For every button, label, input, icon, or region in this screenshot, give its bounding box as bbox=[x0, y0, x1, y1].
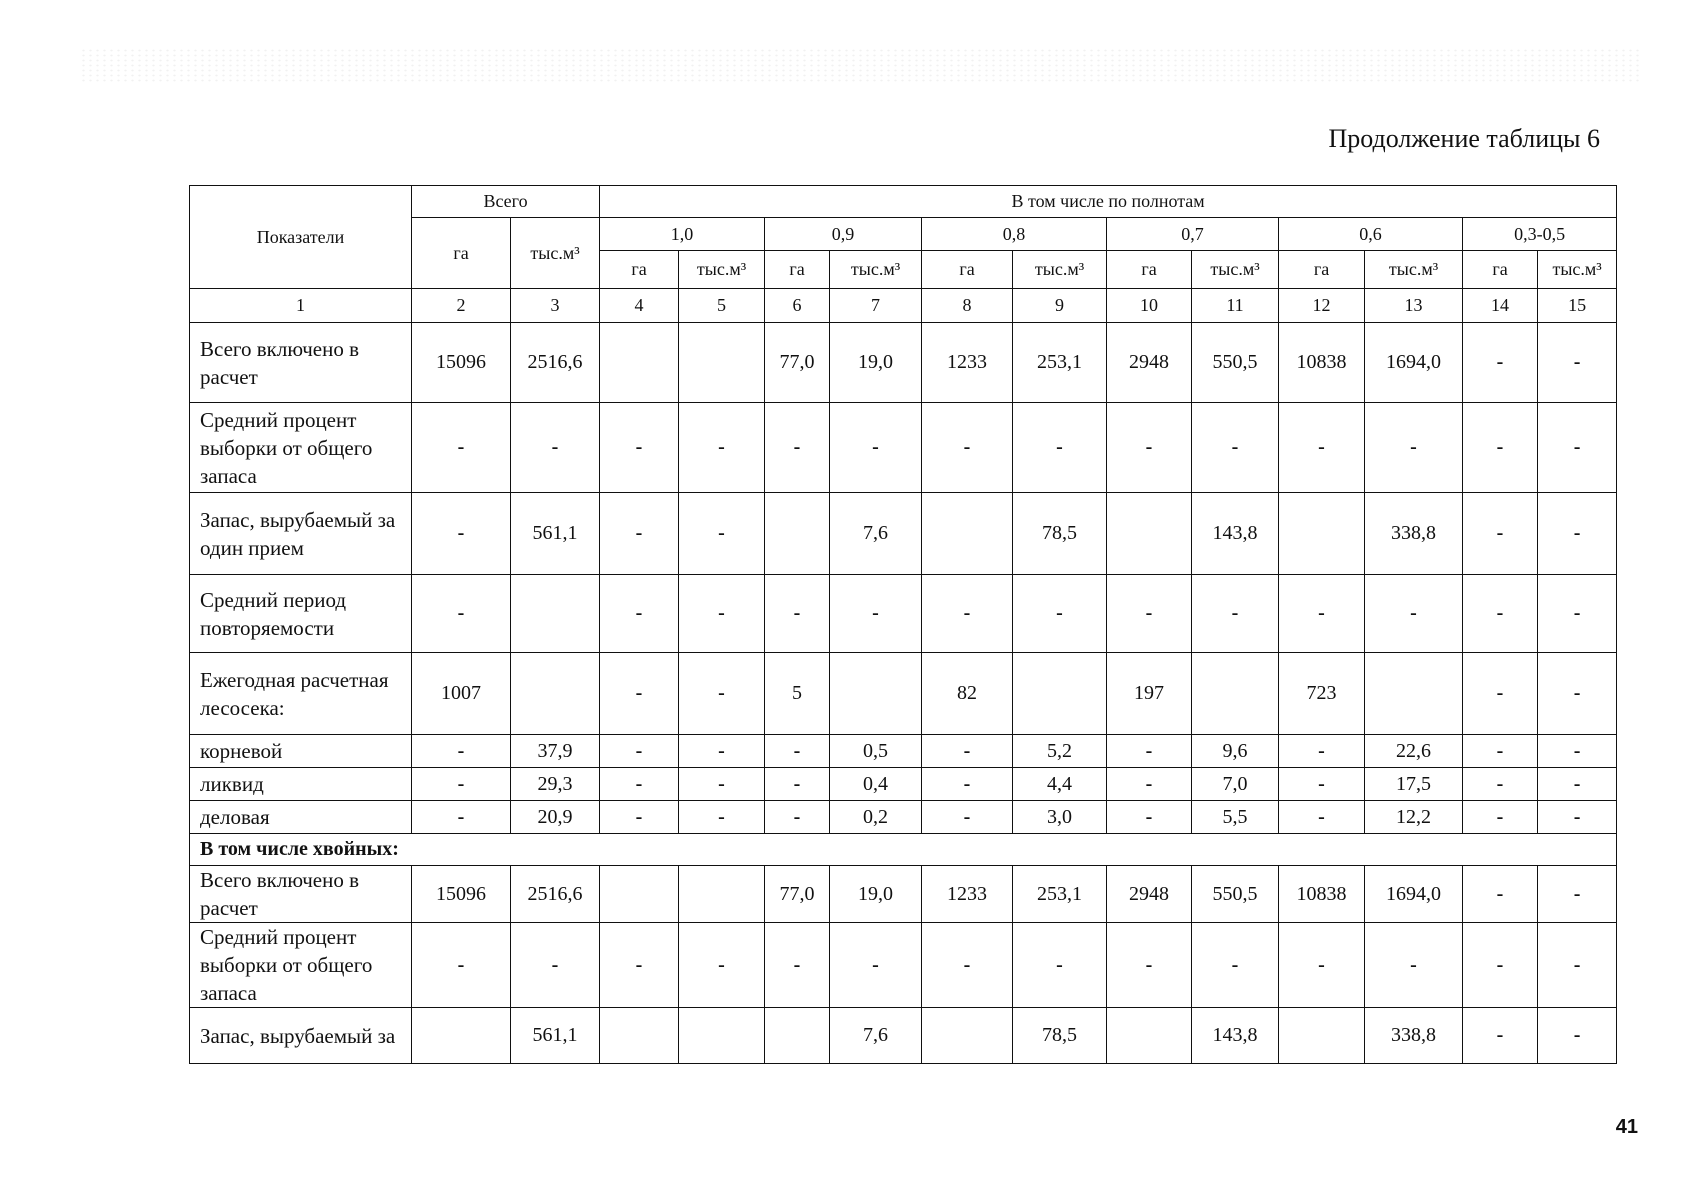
unit-volume-cell: тыс.м³ bbox=[1013, 251, 1107, 289]
row-label: Ежегодная расчетная лесосека: bbox=[190, 653, 412, 735]
table-caption: Продолжение таблицы 6 bbox=[1328, 124, 1600, 153]
table-cell: 561,1 bbox=[511, 493, 600, 575]
table-cell: - bbox=[412, 923, 511, 1008]
table-cell: - bbox=[765, 768, 830, 801]
table-cell: - bbox=[1107, 735, 1192, 768]
table-cell: 29,3 bbox=[511, 768, 600, 801]
table-cell: 561,1 bbox=[511, 1008, 600, 1064]
table-cell: - bbox=[600, 493, 679, 575]
row-label: Всего включено в расчет bbox=[190, 866, 412, 923]
table-cell bbox=[511, 653, 600, 735]
column-numbers-row bbox=[190, 289, 1617, 323]
table-cell bbox=[679, 1008, 765, 1064]
table-row bbox=[190, 653, 1617, 735]
table-cell: 2948 bbox=[1107, 323, 1192, 403]
scan-noise bbox=[80, 48, 1640, 84]
table-cell: - bbox=[511, 403, 600, 493]
table-cell bbox=[1107, 1008, 1192, 1064]
table-cell: - bbox=[600, 923, 679, 1008]
table-cell: 82 bbox=[922, 653, 1013, 735]
table-cell: 5,5 bbox=[1192, 801, 1279, 834]
table-cell: 15096 bbox=[412, 866, 511, 923]
table-cell: - bbox=[412, 403, 511, 493]
unit-volume-cell: тыс.м³ bbox=[1365, 251, 1463, 289]
table-cell: - bbox=[600, 801, 679, 834]
table-cell: - bbox=[412, 493, 511, 575]
table-cell: - bbox=[765, 801, 830, 834]
table-cell: 78,5 bbox=[1013, 493, 1107, 575]
table-cell: - bbox=[922, 801, 1013, 834]
table-row bbox=[190, 866, 1617, 923]
table-cell: 197 bbox=[1107, 653, 1192, 735]
table-cell bbox=[511, 575, 600, 653]
column-number-cell: 1 bbox=[190, 289, 412, 323]
table-cell: - bbox=[1107, 403, 1192, 493]
table-row bbox=[190, 493, 1617, 575]
table-cell bbox=[922, 1008, 1013, 1064]
table-cell: - bbox=[1463, 575, 1538, 653]
table-cell: 723 bbox=[1279, 653, 1365, 735]
row-label: корневой bbox=[190, 735, 412, 768]
section-row bbox=[190, 834, 1617, 866]
table-cell bbox=[1365, 653, 1463, 735]
table-cell: 1694,0 bbox=[1365, 323, 1463, 403]
table-cell: 2516,6 bbox=[511, 323, 600, 403]
table-cell: 19,0 bbox=[830, 323, 922, 403]
table-cell bbox=[679, 323, 765, 403]
table-cell: - bbox=[1279, 735, 1365, 768]
table-cell: 1694,0 bbox=[1365, 866, 1463, 923]
table-cell: 19,0 bbox=[830, 866, 922, 923]
table-cell bbox=[1107, 493, 1192, 575]
column-number-cell: 2 bbox=[412, 289, 511, 323]
table-cell: - bbox=[1463, 403, 1538, 493]
table-cell bbox=[830, 653, 922, 735]
unit-volume-cell: тыс.м³ bbox=[679, 251, 765, 289]
table-cell: - bbox=[1365, 575, 1463, 653]
table-cell: - bbox=[600, 575, 679, 653]
table-cell: - bbox=[679, 801, 765, 834]
header-density-0-9: 0,9 bbox=[765, 218, 922, 251]
table-cell: - bbox=[412, 801, 511, 834]
table-row bbox=[190, 575, 1617, 653]
row-label: Запас, вырубаемый за один прием bbox=[190, 493, 412, 575]
table-cell: 20,9 bbox=[511, 801, 600, 834]
unit-ha-cell: га bbox=[1279, 251, 1365, 289]
table-cell: 0,5 bbox=[830, 735, 922, 768]
table-cell: 2516,6 bbox=[511, 866, 600, 923]
table-cell: 0,4 bbox=[830, 768, 922, 801]
table-cell: - bbox=[1107, 575, 1192, 653]
table-cell: - bbox=[600, 403, 679, 493]
table-cell: - bbox=[1538, 801, 1617, 834]
table-cell bbox=[922, 493, 1013, 575]
table-cell: - bbox=[1013, 575, 1107, 653]
table-cell: - bbox=[1463, 866, 1538, 923]
unit-ha-cell: га bbox=[922, 251, 1013, 289]
table-cell: 1233 bbox=[922, 866, 1013, 923]
header-density-1-0: 1,0 bbox=[600, 218, 765, 251]
table-cell: - bbox=[1279, 403, 1365, 493]
table-cell: - bbox=[1107, 923, 1192, 1008]
table-cell: 77,0 bbox=[765, 866, 830, 923]
table-cell: - bbox=[1463, 923, 1538, 1008]
table-cell: - bbox=[1463, 1008, 1538, 1064]
table-cell: - bbox=[1538, 403, 1617, 493]
column-number-cell: 13 bbox=[1365, 289, 1463, 323]
table-cell: 17,5 bbox=[1365, 768, 1463, 801]
unit-ha-cell: га bbox=[765, 251, 830, 289]
table-cell: 338,8 bbox=[1365, 1008, 1463, 1064]
table-cell: 7,6 bbox=[830, 493, 922, 575]
table-cell: - bbox=[1538, 866, 1617, 923]
table-cell: - bbox=[679, 403, 765, 493]
unit-volume-cell: тыс.м³ bbox=[1192, 251, 1279, 289]
table-row bbox=[190, 403, 1617, 493]
table-cell: - bbox=[1463, 323, 1538, 403]
table-cell: 0,2 bbox=[830, 801, 922, 834]
row-label: Средний процент выборки от общего запаса bbox=[190, 403, 412, 493]
table-cell: 15096 bbox=[412, 323, 511, 403]
table-cell bbox=[600, 1008, 679, 1064]
table-cell bbox=[1192, 653, 1279, 735]
table-cell: 10838 bbox=[1279, 866, 1365, 923]
table-cell: - bbox=[679, 653, 765, 735]
table-cell: 5 bbox=[765, 653, 830, 735]
header-density-0-3-0-5: 0,3-0,5 bbox=[1463, 218, 1617, 251]
table-cell: - bbox=[1279, 801, 1365, 834]
table-cell: 37,9 bbox=[511, 735, 600, 768]
table-cell: - bbox=[765, 923, 830, 1008]
header-total-ha: га bbox=[412, 218, 511, 289]
table-cell: - bbox=[922, 923, 1013, 1008]
column-number-cell: 8 bbox=[922, 289, 1013, 323]
table-cell: - bbox=[1365, 403, 1463, 493]
table-cell: - bbox=[1463, 653, 1538, 735]
column-number-cell: 4 bbox=[600, 289, 679, 323]
table-cell: 12,2 bbox=[1365, 801, 1463, 834]
table-cell: 9,6 bbox=[1192, 735, 1279, 768]
table-cell: - bbox=[1538, 1008, 1617, 1064]
table-row bbox=[190, 768, 1617, 801]
header-density-0-8: 0,8 bbox=[922, 218, 1107, 251]
table-cell: - bbox=[830, 403, 922, 493]
table-cell: - bbox=[1192, 403, 1279, 493]
table-cell: - bbox=[679, 768, 765, 801]
table-cell: - bbox=[412, 768, 511, 801]
table-cell: - bbox=[1365, 923, 1463, 1008]
table-cell: 7,6 bbox=[830, 1008, 922, 1064]
row-label: Запас, вырубаемый за bbox=[190, 1008, 412, 1064]
table-cell: 143,8 bbox=[1192, 493, 1279, 575]
table-cell: - bbox=[922, 575, 1013, 653]
table-cell: - bbox=[1538, 493, 1617, 575]
table-cell: - bbox=[1013, 403, 1107, 493]
unit-volume-cell: тыс.м³ bbox=[830, 251, 922, 289]
column-number-cell: 9 bbox=[1013, 289, 1107, 323]
table-cell: 338,8 bbox=[1365, 493, 1463, 575]
table-cell: - bbox=[600, 735, 679, 768]
column-number-cell: 11 bbox=[1192, 289, 1279, 323]
table-cell: - bbox=[1538, 923, 1617, 1008]
table-cell: - bbox=[679, 575, 765, 653]
table-cell bbox=[679, 866, 765, 923]
table-cell: 3,0 bbox=[1013, 801, 1107, 834]
table-cell: - bbox=[922, 735, 1013, 768]
column-number-cell: 12 bbox=[1279, 289, 1365, 323]
column-number-cell: 14 bbox=[1463, 289, 1538, 323]
row-label: деловая bbox=[190, 801, 412, 834]
table-cell: - bbox=[922, 768, 1013, 801]
table-cell: 550,5 bbox=[1192, 866, 1279, 923]
table-cell: 77,0 bbox=[765, 323, 830, 403]
table-cell: - bbox=[1107, 768, 1192, 801]
table-row bbox=[190, 1008, 1617, 1064]
column-number-cell: 6 bbox=[765, 289, 830, 323]
table-cell: - bbox=[830, 923, 922, 1008]
table-cell: - bbox=[922, 403, 1013, 493]
unit-ha-cell: га bbox=[1107, 251, 1192, 289]
table-cell bbox=[600, 866, 679, 923]
table-cell: 2948 bbox=[1107, 866, 1192, 923]
table-cell bbox=[765, 493, 830, 575]
table-cell: 1007 bbox=[412, 653, 511, 735]
table-cell: - bbox=[412, 735, 511, 768]
table-cell: - bbox=[1013, 923, 1107, 1008]
table-cell bbox=[600, 323, 679, 403]
table-cell: - bbox=[1463, 735, 1538, 768]
row-label: Всего включено в расчет bbox=[190, 323, 412, 403]
table-cell bbox=[765, 1008, 830, 1064]
section-title: В том числе хвойных: bbox=[190, 834, 1617, 866]
column-number-cell: 5 bbox=[679, 289, 765, 323]
table-cell: - bbox=[600, 653, 679, 735]
table-cell bbox=[1279, 1008, 1365, 1064]
table-cell: - bbox=[1279, 575, 1365, 653]
table-cell: - bbox=[600, 768, 679, 801]
table-cell: 253,1 bbox=[1013, 323, 1107, 403]
unit-volume-cell: тыс.м³ bbox=[1538, 251, 1617, 289]
table-cell: - bbox=[765, 735, 830, 768]
table-cell: 78,5 bbox=[1013, 1008, 1107, 1064]
table-cell: 10838 bbox=[1279, 323, 1365, 403]
table-cell: - bbox=[679, 923, 765, 1008]
table-cell: - bbox=[679, 735, 765, 768]
table-cell: 550,5 bbox=[1192, 323, 1279, 403]
table-cell: - bbox=[412, 575, 511, 653]
table-cell: 4,4 bbox=[1013, 768, 1107, 801]
column-number-cell: 7 bbox=[830, 289, 922, 323]
table-cell: - bbox=[1107, 801, 1192, 834]
header-density-0-6: 0,6 bbox=[1279, 218, 1463, 251]
table-cell: 22,6 bbox=[1365, 735, 1463, 768]
row-label: ликвид bbox=[190, 768, 412, 801]
table-cell: - bbox=[1538, 323, 1617, 403]
table-cell: - bbox=[679, 493, 765, 575]
column-number-cell: 3 bbox=[511, 289, 600, 323]
table-cell: - bbox=[765, 575, 830, 653]
table-cell: - bbox=[1538, 768, 1617, 801]
unit-ha-cell: га bbox=[1463, 251, 1538, 289]
column-number-cell: 10 bbox=[1107, 289, 1192, 323]
row-label: Средний процент выборки от общего запаса bbox=[190, 923, 412, 1008]
header-density-0-7: 0,7 bbox=[1107, 218, 1279, 251]
table-cell: - bbox=[1538, 575, 1617, 653]
data-table bbox=[189, 185, 1617, 1064]
table-cell bbox=[1279, 493, 1365, 575]
header-total: Всего bbox=[412, 186, 600, 218]
row-label: Средний период повторяемости bbox=[190, 575, 412, 653]
table-cell: - bbox=[830, 575, 922, 653]
table-cell: 1233 bbox=[922, 323, 1013, 403]
table-cell: - bbox=[1463, 493, 1538, 575]
table-cell: 5,2 bbox=[1013, 735, 1107, 768]
table-cell: - bbox=[1192, 575, 1279, 653]
column-number-cell: 15 bbox=[1538, 289, 1617, 323]
table-cell: - bbox=[1279, 923, 1365, 1008]
table-row bbox=[190, 323, 1617, 403]
table-cell: - bbox=[765, 403, 830, 493]
table-cell: 7,0 bbox=[1192, 768, 1279, 801]
page-number: 41 bbox=[1615, 1116, 1638, 1138]
table-row bbox=[190, 801, 1617, 834]
table-cell bbox=[1013, 653, 1107, 735]
table-cell: - bbox=[1279, 768, 1365, 801]
table-cell bbox=[412, 1008, 511, 1064]
table-row bbox=[190, 735, 1617, 768]
table-cell: - bbox=[1463, 768, 1538, 801]
table-row bbox=[190, 923, 1617, 1008]
table-cell: - bbox=[1538, 735, 1617, 768]
table-cell: - bbox=[511, 923, 600, 1008]
header-indicators: Показатели bbox=[190, 186, 412, 289]
table-cell: 143,8 bbox=[1192, 1008, 1279, 1064]
table-cell: - bbox=[1538, 653, 1617, 735]
table-cell: - bbox=[1192, 923, 1279, 1008]
table-cell: 253,1 bbox=[1013, 866, 1107, 923]
header-total-volume: тыс.м³ bbox=[511, 218, 600, 289]
header-including: В том числе по полнотам bbox=[600, 186, 1617, 218]
table-cell: - bbox=[1463, 801, 1538, 834]
unit-ha-cell: га bbox=[600, 251, 679, 289]
